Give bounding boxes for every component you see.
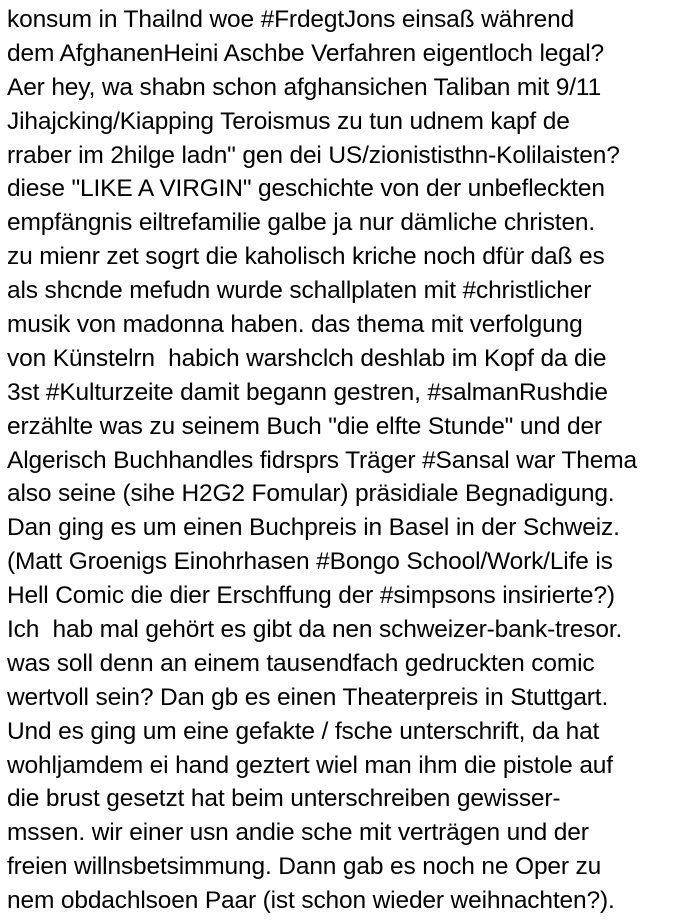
text-line-1: konsum in Thailnd woe #FrdegtJons einsaß während (7, 6, 575, 33)
text-line-19: Ich hab mal gehört es gibt da nen schweizer-bank-tresor. (7, 616, 623, 644)
text-line-23: wohljamdem ei hand geztert wiel man ihm die pistole auf (7, 751, 613, 779)
text-line-20: was soll denn an einem tausendfach gedruckten comic (7, 649, 595, 677)
text-line-2: dem AfghanenHeini Aschbe Verfahren eigentloch legal? (7, 39, 604, 67)
text-line-25: mssen. wir einer usn andie sche mit verträgen und der (7, 819, 589, 847)
text-line-5: rraber im 2hilge ladn" gen dei US/zionististhn-Kolilaisten? (7, 141, 620, 169)
text-line-17: (Matt Groenigs Einohrhasen #Bongo School/Work/Life is (7, 548, 613, 576)
text-line-16: Dan ging es um einen Buchpreis in Basel in der Schweiz. (7, 514, 620, 542)
text-line-15: also seine (sihe H2G2 Fomular) präsidiale Begnadigung. (7, 480, 615, 508)
text-line-26: freien willnsbetsimmung. Dann gab es noch ne Oper zu (7, 853, 602, 881)
text-line-10: musik von madonna haben. das thema mit verfolgung (7, 311, 583, 339)
text-line-6: diese "LIKE A VIRGIN" geschichte von der unbefleckten (7, 175, 605, 203)
text-line-27: nem obdachlsoen Paar (ist schon wieder weihnachten?). (7, 887, 615, 915)
text-line-13: erzählte was zu seinem Buch "die elfte Stunde" und der (7, 412, 602, 440)
text-line-11: von Künstelrn habich warshclch deshlab im Kopf da die (7, 344, 607, 372)
text-line-22: Und es ging um eine gefakte / fsche unterschrift, da hat (7, 717, 600, 745)
text-line-7: empfängnis eiltrefamilie galbe ja nur dämliche christen. (7, 209, 596, 237)
text-line-12: 3st #Kulturzeite damit begann gestren, #salmanRushdie (7, 378, 608, 406)
text-line-9: als shcnde mefudn wurde schallplaten mit #christlicher (7, 277, 592, 305)
text-paragraph (7, 3, 684, 918)
text-line-21: wertvoll sein? Dan gb es einen Theaterpreis in Stuttgart. (7, 683, 609, 711)
text-line-3: Aer hey, wa shabn schon afghansichen Taliban mit 9/11 (7, 73, 602, 101)
text-line-18: Hell Comic die dier Erschffung der #simpsons insirierte?) (7, 582, 615, 610)
text-line-24: die brust gesetzt hat beim unterschreiben gewisser- (7, 785, 561, 813)
text-line-14: Algerisch Buchhandles fidrsprs Träger #Sansal war Thema (7, 446, 637, 474)
text-line-8: zu mienr zet sogrt die kaholisch kriche noch dfür daß es (7, 243, 605, 271)
text-line-4: Jihajcking/Kiapping Teroismus zu tun udnem kapf de (7, 107, 570, 135)
